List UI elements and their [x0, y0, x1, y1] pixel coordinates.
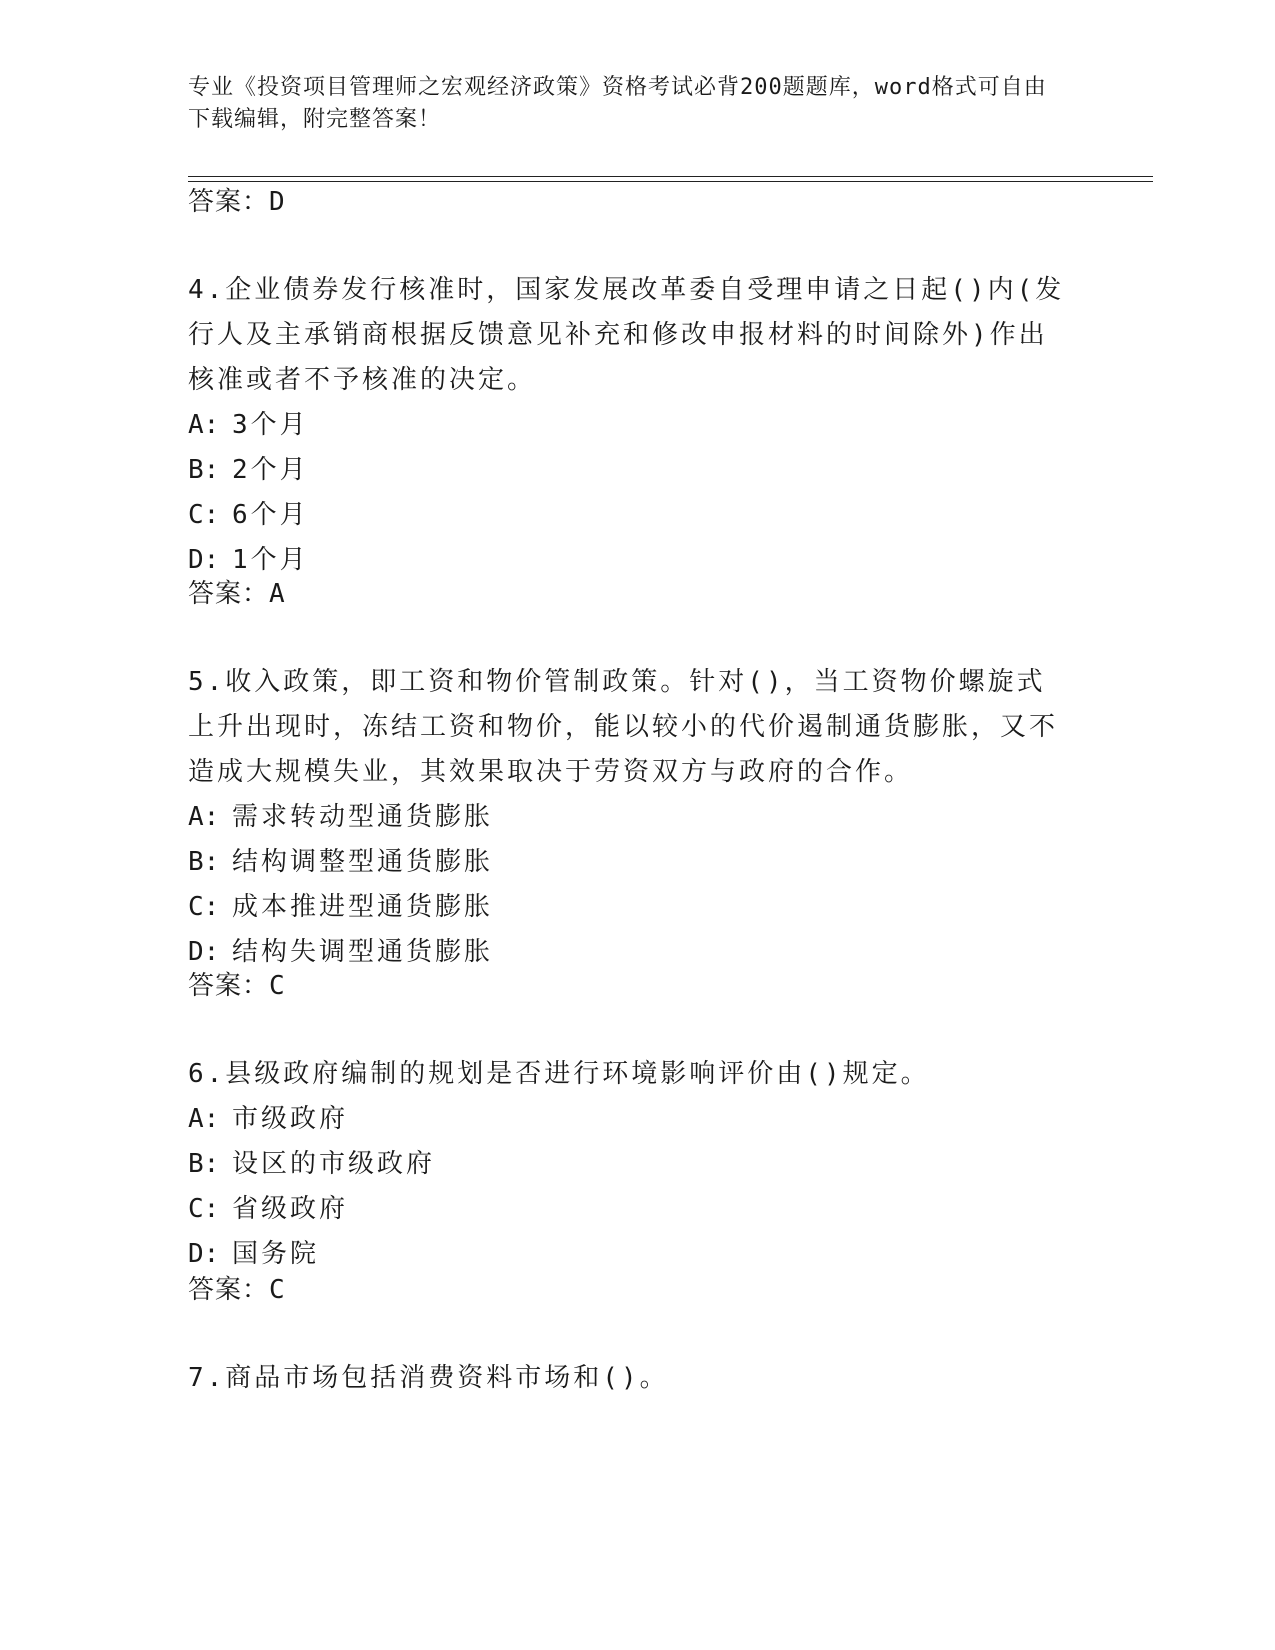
option-key: D: — [188, 1239, 220, 1269]
question-6-option-b — [188, 1142, 1068, 1187]
question-7 — [188, 1356, 1068, 1401]
question-4 — [188, 268, 1068, 583]
question-4-option-b — [188, 448, 1068, 493]
option-key: A: — [188, 1104, 220, 1134]
option-text: 3个月 — [232, 410, 309, 440]
option-text: 2个月 — [232, 455, 309, 485]
option-key: A: — [188, 410, 220, 440]
option-text: 结构调整型通货膨胀 — [232, 847, 494, 877]
question-7-stem: 7.商品市场包括消费资料市场和()。 — [188, 1363, 669, 1393]
option-key: B: — [188, 455, 220, 485]
question-5-stem: 5.收入政策，即工资和物价管制政策。针对()，当工资物价螺旋式上升出现时，冻结工资和物价，能以较小的代价遏制通货膨胀，又不造成大规模失业，其效果取决于劳资双方与政府的合作。 — [188, 667, 1059, 787]
option-key: C: — [188, 500, 220, 530]
option-key: A: — [188, 802, 220, 832]
question-5-answer: 答案：C — [188, 971, 286, 1001]
question-5-option-d — [188, 930, 1068, 975]
question-5 — [188, 660, 1068, 975]
header-divider-second — [188, 181, 1153, 182]
answer-prev-question: 答案：D — [188, 187, 286, 217]
question-6 — [188, 1052, 1068, 1277]
header-divider — [188, 176, 1153, 177]
option-key: B: — [188, 847, 220, 877]
option-text: 市级政府 — [232, 1104, 349, 1134]
option-text: 需求转动型通货膨胀 — [232, 802, 494, 832]
question-4-option-d — [188, 538, 1068, 583]
option-key: C: — [188, 1194, 220, 1224]
option-key: C: — [188, 892, 220, 922]
question-6-option-d — [188, 1232, 1068, 1277]
option-text: 结构失调型通货膨胀 — [232, 937, 494, 967]
question-4-stem: 4.企业债券发行核准时，国家发展改革委自受理申请之日起()内(发行人及主承销商根据反馈意见补充和修改申报材料的时间除外)作出核准或者不予核准的决定。 — [188, 275, 1065, 395]
option-text: 省级政府 — [232, 1194, 349, 1224]
question-5-option-a — [188, 795, 1068, 840]
question-6-option-a — [188, 1097, 1068, 1142]
option-text: 成本推进型通货膨胀 — [232, 892, 494, 922]
option-text: 1个月 — [232, 545, 309, 575]
option-key: D: — [188, 545, 220, 575]
document-header: 专业《投资项目管理师之宏观经济政策》资格考试必背200题题库，word格式可自由下载编辑，附完整答案！ — [188, 75, 1047, 132]
question-6-stem: 6.县级政府编制的规划是否进行环境影响评价由()规定。 — [188, 1059, 930, 1089]
question-6-answer: 答案：C — [188, 1275, 286, 1305]
option-key: D: — [188, 937, 220, 967]
question-5-option-b — [188, 840, 1068, 885]
option-key: B: — [188, 1149, 220, 1179]
question-4-option-a — [188, 403, 1068, 448]
option-text: 6个月 — [232, 500, 309, 530]
option-text: 设区的市级政府 — [232, 1149, 436, 1179]
option-text: 国务院 — [232, 1239, 320, 1269]
question-5-option-c — [188, 885, 1068, 930]
question-6-option-c — [188, 1187, 1068, 1232]
question-4-option-c — [188, 493, 1068, 538]
question-4-answer: 答案：A — [188, 579, 286, 609]
